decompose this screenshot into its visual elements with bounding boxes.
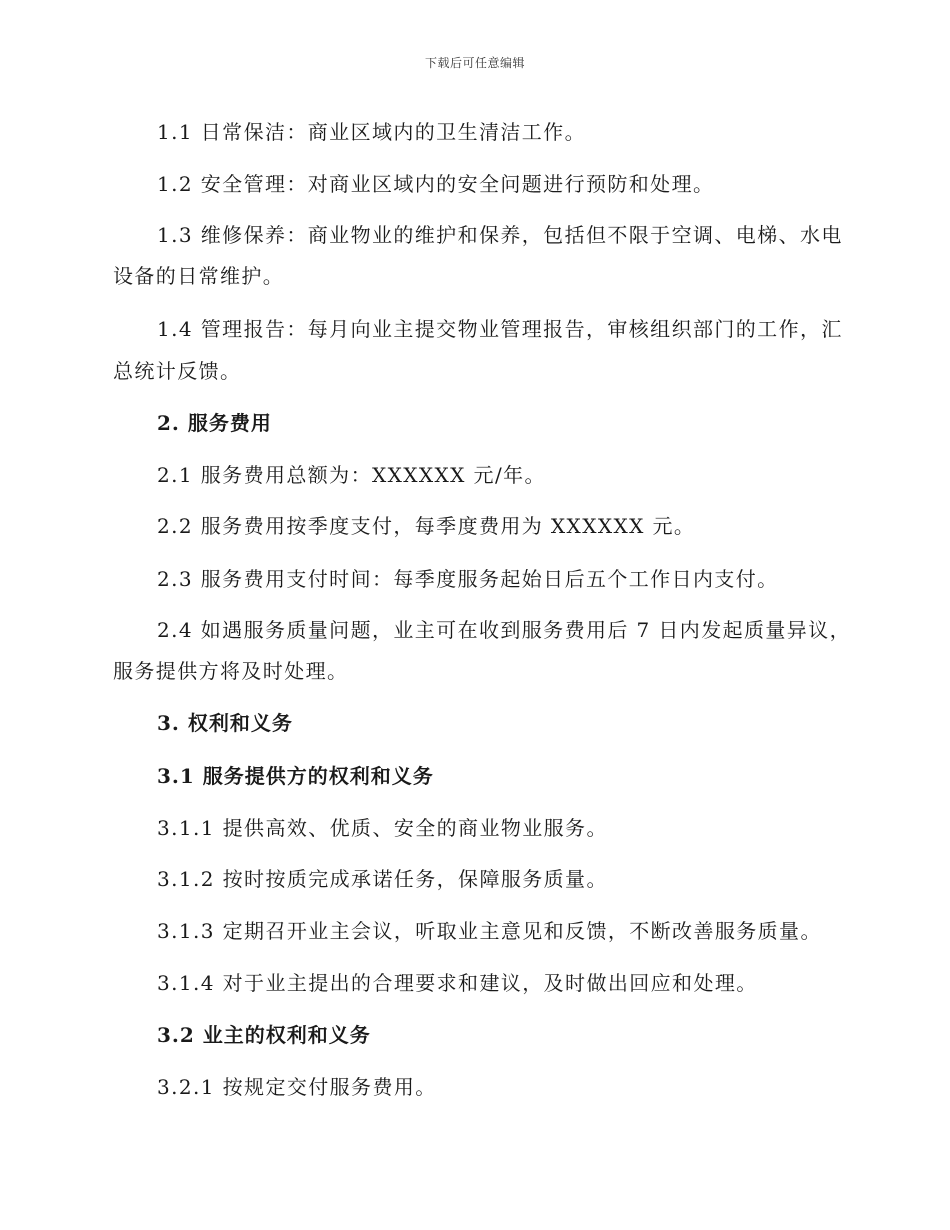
clause-2-1: 2.1 服务费用总额为：XXXXXX 元/年。 — [157, 463, 546, 487]
section-3-heading: 3. 权利和义务 — [157, 711, 293, 735]
clause-2-4-continued: 服务提供方将及时处理。 — [113, 659, 349, 683]
clause-1-1: 1.1 日常保洁：商业区域内的卫生清洁工作。 — [157, 120, 586, 144]
clause-2-2: 2.2 服务费用按季度支付，每季度费用为 XXXXXX 元。 — [157, 514, 696, 538]
clause-3-1-1: 3.1.1 提供高效、优质、安全的商业物业服务。 — [157, 816, 608, 840]
page-header: 下载后可任意编辑 — [424, 56, 525, 70]
clause-1-3: 1.3 维修保养：商业物业的维护和保养，包括但不限于空调、电梯、水电 — [157, 223, 843, 247]
clause-3-1-3: 3.1.3 定期召开业主会议，听取业主意见和反馈，不断改善服务质量。 — [157, 919, 822, 943]
clause-1-4: 1.4 管理报告：每月向业主提交物业管理报告，审核组织部门的工作，汇 — [157, 317, 843, 341]
section-3-1-heading: 3.1 服务提供方的权利和义务 — [157, 764, 434, 788]
clause-3-1-2: 3.1.2 按时按质完成承诺任务，保障服务质量。 — [157, 867, 608, 891]
clause-1-4-continued: 总统计反馈。 — [113, 359, 242, 383]
section-3-2-heading: 3.2 业主的权利和义务 — [157, 1023, 371, 1047]
section-2-heading: 2. 服务费用 — [157, 411, 272, 435]
clause-3-2-1: 3.2.1 按规定交付服务费用。 — [157, 1075, 437, 1099]
clause-2-4: 2.4 如遇服务质量问题，业主可在收到服务费用后 7 日内发起质量异议， — [157, 618, 852, 642]
clause-2-3: 2.3 服务费用支付时间：每季度服务起始日后五个工作日内支付。 — [157, 567, 779, 591]
clause-3-1-4: 3.1.4 对于业主提出的合理要求和建议，及时做出回应和处理。 — [157, 971, 758, 995]
clause-1-2: 1.2 安全管理：对商业区域内的安全问题进行预防和处理。 — [157, 172, 715, 196]
clause-1-3-continued: 设备的日常维护。 — [113, 264, 285, 288]
